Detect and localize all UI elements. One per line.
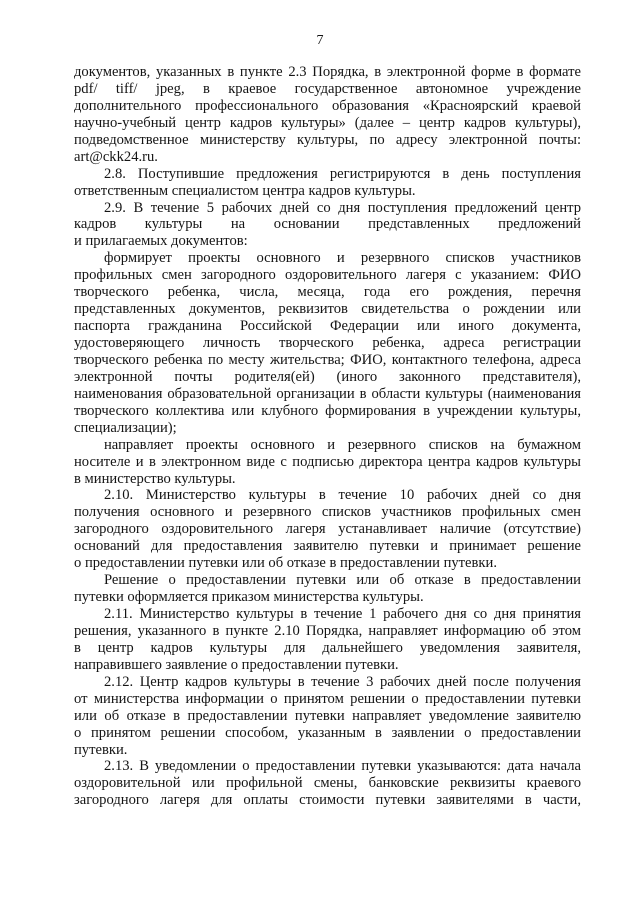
text-line: дополнительного профессионального образования «Красноярский краевой	[74, 97, 581, 114]
text-line: направившего заявление о предоставлении путевки.	[74, 656, 399, 673]
text-line: в центр кадров культуры для дальнейшего уведомления заявителя,	[74, 639, 581, 656]
text-line: 2.8. Поступившие предложения регистрируются в день поступления	[104, 165, 581, 182]
text-line: оснований для предоставления заявителю путевки и принимает решение	[74, 538, 581, 555]
text-line: паспорта гражданина Российской Федерации или иного документа,	[74, 318, 581, 335]
text-line: кадров культуры на основании представленных предложений	[74, 216, 581, 233]
text-line: творческого ребенка по месту жительства; ФИО, контактного телефона, адреса	[74, 351, 581, 368]
text-line: творческого коллектива или клубного формирования в учреждении культуры,	[74, 402, 581, 419]
text-line: решения, указанного в пункте 2.10 Порядка, направляет информацию об этом	[74, 622, 581, 639]
text-line: pdf/ tiff/ jpeg, в краевое государственное автономное учреждение	[74, 80, 581, 97]
text-line: о принятом решении способом, указанным в заявлении о предоставлении	[74, 724, 581, 741]
text-line: удостоверяющего личность творческого ребенка, адреса регистрации	[74, 335, 581, 351]
text-line: носителе и в электронном виде с подписью директора центра кадров культуры	[74, 453, 581, 470]
text-line: art@ckk24.ru.	[74, 148, 158, 165]
text-line: специализации);	[74, 419, 177, 436]
text-line: и прилагаемых документов:	[74, 233, 248, 250]
text-line: загородного лагеря для оплаты стоимости путевки заявителями в части,	[74, 792, 581, 809]
text-line: 2.9. В течение 5 рабочих дней со дня поступления предложений центр	[104, 199, 581, 216]
text-line: 2.12. Центр кадров культуры в течение 3 рабочих дней после получения	[104, 673, 581, 690]
text-line: Решение о предоставлении путевки или об отказе в предоставлении	[104, 572, 581, 589]
text-line: от министерства информации о принятом решении о предоставлении путевки	[74, 690, 581, 707]
text-line: или об отказе в предоставлении путевки направляет уведомление заявителю	[74, 707, 581, 724]
text-line: электронной почты родителя(ей) (иного законного представителя),	[74, 368, 581, 385]
text-line: научно-учебный центр кадров культуры» (далее – центр кадров культуры),	[74, 114, 581, 131]
text-line: 2.10. Министерство культуры в течение 10 рабочих дней со дня	[104, 487, 581, 504]
text-line: путевки.	[74, 741, 128, 758]
document-body	[74, 64, 581, 809]
text-line: формирует проекты основного и резервного списков участников	[104, 250, 581, 267]
text-line: 2.13. В уведомлении о предоставлении путевки указываются: дата начала	[104, 758, 581, 775]
text-line: подведомственное министерству культуры, по адресу электронной почты:	[74, 131, 581, 148]
text-line: направляет проекты основного и резервного списков на бумажном	[104, 436, 581, 453]
text-line: документов, указанных в пункте 2.3 Порядка, в электронной форме в формате	[74, 64, 581, 80]
text-line: получения основного и резервного списков участников профильных смен	[74, 504, 581, 521]
text-line: загородного оздоровительного лагеря устанавливает наличие (отсутствие)	[74, 521, 581, 538]
text-line: профильных смен загородного оздоровительного лагеря с указанием: ФИО	[74, 267, 581, 284]
text-line: наименования образовательной организации в области культуры (наименования	[74, 385, 581, 402]
text-line: в министерство культуры.	[74, 470, 236, 487]
text-line: оздоровительной или профильной смены, банковские реквизиты краевого	[74, 775, 581, 792]
text-line: представленных документов, реквизитов свидетельства о рождении или	[74, 301, 581, 318]
text-line: о предоставлении путевки или об отказе в предоставлении путевки.	[74, 555, 497, 572]
text-line: 2.11. Министерство культуры в течение 1 рабочего дня со дня принятия	[104, 606, 581, 622]
text-line: путевки оформляется приказом министерства культуры.	[74, 589, 424, 606]
text-line: ответственным специалистом центра кадров культуры.	[74, 182, 416, 199]
text-line: творческого ребенка, числа, месяца, года его рождения, перечня	[74, 284, 581, 301]
page-number: 7	[316, 33, 324, 48]
